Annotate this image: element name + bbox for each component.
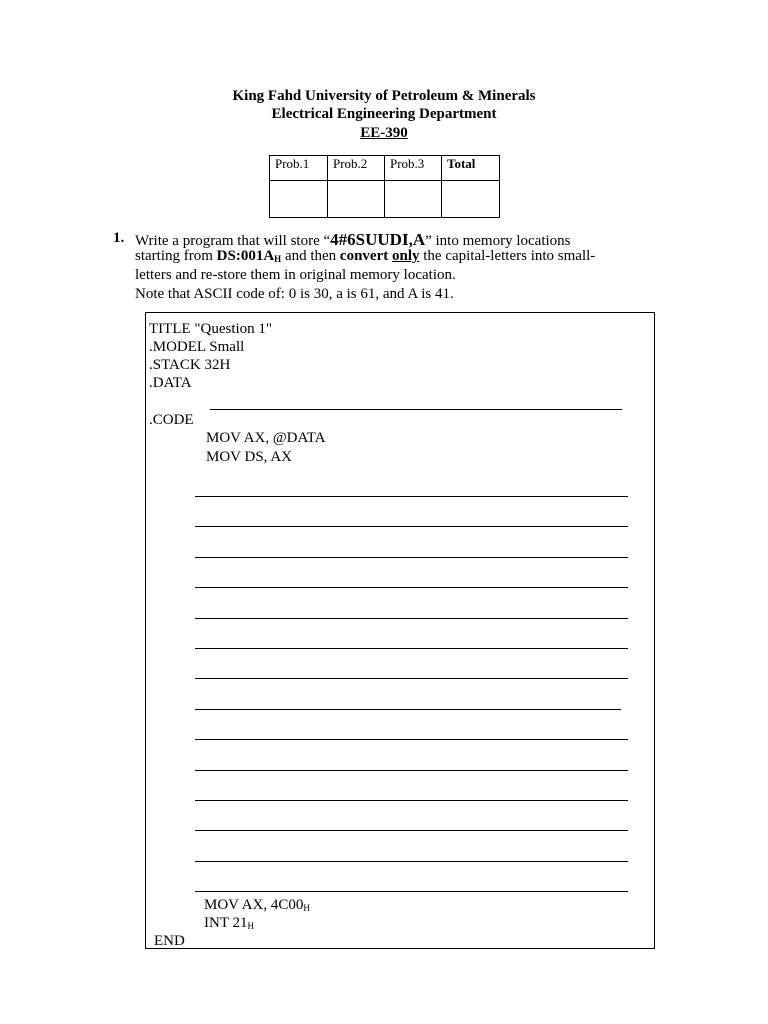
- score-table-header-row: [270, 156, 500, 181]
- answer-line[interactable]: [195, 770, 628, 771]
- answer-line[interactable]: [195, 830, 628, 831]
- score-header-total: Total: [442, 156, 500, 181]
- answer-line[interactable]: [195, 891, 628, 892]
- code-title-line: TITLE "Question 1": [149, 321, 273, 337]
- answer-line[interactable]: [195, 587, 628, 588]
- code-code-line: .CODE: [149, 412, 194, 428]
- code-stack-line: .STACK 32H: [149, 357, 231, 373]
- code-int-21: INT $21_H$: [204, 915, 254, 931]
- answer-line[interactable]: [195, 861, 628, 862]
- answer-line[interactable]: [195, 678, 628, 679]
- question-line-2: starting from $DS:001A_H$ and then convert only the capital-letters into small-: [135, 248, 596, 264]
- score-table-entry-row: [270, 181, 500, 218]
- score-header-prob2: Prob.2: [328, 156, 385, 181]
- question-number: 1.: [113, 230, 125, 246]
- data-answer-line[interactable]: [210, 409, 622, 410]
- code-model-line: .MODEL Small: [149, 339, 245, 355]
- code-data-line: .DATA: [149, 375, 192, 391]
- score-cell-total[interactable]: [442, 181, 500, 218]
- code-mov-ax-data: MOV AX, @DATA: [206, 430, 326, 446]
- score-cell-prob2[interactable]: [328, 181, 385, 218]
- score-header-prob1: Prob.1: [270, 156, 328, 181]
- code-mov-ds-ax: MOV DS, AX: [206, 449, 292, 465]
- score-header-prob3: Prob.3: [385, 156, 442, 181]
- answer-line[interactable]: [195, 648, 628, 649]
- question-line-1: Write a program that will store “4#6SUUDI,A” into memory locations: [135, 230, 571, 249]
- start-address: $DS:001A_H$: [216, 248, 282, 264]
- university-name: King Fahd University of Petroleum & Minerals: [232, 88, 536, 104]
- answer-line[interactable]: [195, 526, 628, 527]
- answer-line[interactable]: [195, 739, 628, 740]
- answer-line[interactable]: [195, 618, 628, 619]
- score-cell-prob3[interactable]: [385, 181, 442, 218]
- score-table: [269, 155, 500, 218]
- code-end-line: END: [154, 933, 185, 949]
- answer-line[interactable]: [195, 709, 621, 710]
- target-string: 4#6SUUDI,A: [330, 230, 426, 249]
- answer-line[interactable]: [195, 496, 628, 497]
- department-name: Electrical Engineering Department: [271, 106, 497, 122]
- question-line-3: letters and re-store them in original memory location.: [135, 267, 456, 283]
- answer-line[interactable]: [195, 557, 628, 558]
- answer-line[interactable]: [195, 800, 628, 801]
- code-mov-ax-4c00: MOV AX, $4C00_H$: [204, 897, 310, 913]
- question-line-4: Note that ASCII code of: 0 is 30, a is 61, and A is 41.: [135, 286, 454, 302]
- course-code: EE-390: [360, 125, 408, 141]
- code-answer-box: [145, 312, 655, 949]
- score-cell-prob1[interactable]: [270, 181, 328, 218]
